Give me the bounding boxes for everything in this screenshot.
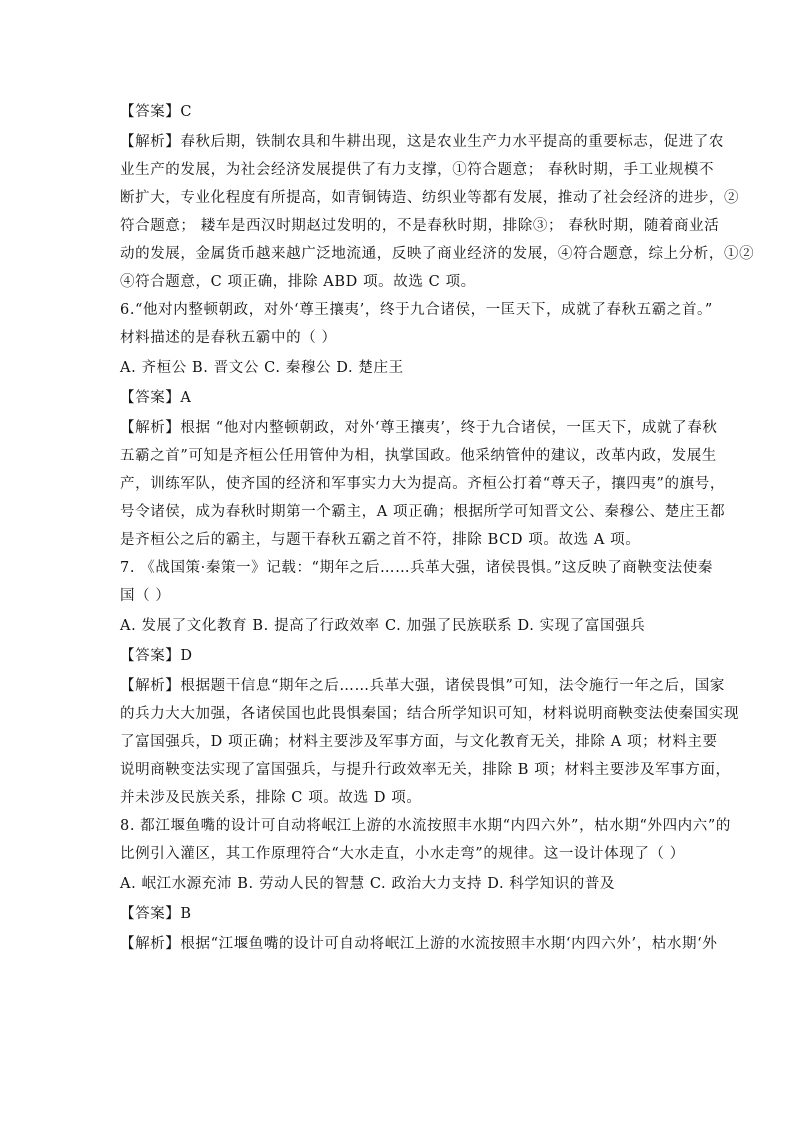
analysis-7-line-4: 说明商鞅变法实现了富国强兵，与提升行政效率无关，排除 B 项；材料主要涉及军事方面， — [120, 762, 731, 778]
analysis-6-line-5: 是齐桓公之后的霸主，与题干春秋五霸之首不符，排除 BCD 项。故选 A 项。 — [120, 532, 641, 548]
analysis-7-line-2: 的兵力大大加强，各诸侯国也此畏惧秦国；结合所学知识可知，材料说明商鞅变法使秦国实现 — [120, 706, 740, 722]
analysis-5-line-1: 【解析】春秋后期，铁制农具和牛耕出现，这是农业生产力水平提高的重要标志，促进了农 — [120, 134, 724, 150]
analysis-5-line-4: 符合题意； 耧车是西汉时期赵过发明的，不是春秋时期，排除③； 春秋时期，随着商业活 — [120, 218, 720, 234]
analysis-7-line-5: 并未涉及民族关系，排除 C 项。故选 D 项。 — [120, 790, 422, 806]
analysis-8-line-1: 【解析】根据“江堰鱼嘴的设计可自动将岷江上游的水流按照丰水期‘内四六外’，枯水期‘外 — [120, 936, 718, 952]
analysis-7-line-1: 【解析】根据题干信息“期年之后……兵革大强，诸侯畏惧”可知，法令施行一年之后，国家 — [120, 678, 725, 694]
analysis-5-line-6: ④符合题意，C 项正确，排除 ABD 项。故选 C 项。 — [120, 274, 476, 290]
analysis-5-line-2: 业生产的发展，为社会经济发展提供了有力支撑，①符合题意； 春秋时期，手工业规模不 — [120, 162, 715, 178]
analysis-5-line-5: 动的发展，金属货币越来越广泛地流通，反映了商业经济的发展，④符合题意，综上分析，①② — [120, 246, 755, 262]
answer-8: 【答案】B — [120, 906, 192, 922]
question-6-options: A. 齐桓公 B. 晋文公 C. 秦穆公 D. 楚庄王 — [120, 360, 404, 376]
analysis-6-line-2: 五霸之首”可知是齐桓公任用管仲为相，执掌国政。他采纳管仲的建议，改革内政，发展生 — [120, 448, 717, 464]
question-8-line-2: 比例引入灌区，其工作原理符合“大水走直，小水走弯”的规律。这一设计体现了（ ） — [120, 846, 685, 862]
question-8-line-1: 8. 都江堰鱼嘴的设计可自动将岷江上游的水流按照丰水期“内四六外”，枯水期“外四内六”的 — [120, 818, 731, 834]
analysis-5-line-3: 断扩大，专业化程度有所提高，如青铜铸造、纺织业等都有发展，推动了社会经济的进步，② — [120, 190, 740, 206]
answer-6: 【答案】A — [120, 390, 192, 406]
question-7-line-1: 7. 《战国策·秦策一》记载：“期年之后……兵革大强，诸侯畏惧。”这反映了商鞅变法使秦 — [120, 560, 713, 576]
answer-5: 【答案】C — [120, 104, 193, 120]
question-6-line-1: 6.“他对内整顿朝政，对外‘尊王攘夷’，终于九合诸侯，一匡天下，成就了春秋五霸之首。” — [120, 302, 713, 318]
question-6-line-2: 材料描述的是春秋五霸中的（ ） — [120, 330, 337, 346]
analysis-6-line-3: 产，训练军队，使齐国的经济和军事实力大为提高。齐桓公打着“尊天子，攘四夷”的旗号， — [120, 476, 725, 492]
analysis-6-line-1: 【解析】根据 “他对内整顿朝政，对外‘尊王攘夷’，终于九合诸侯，一匡天下，成就了春秋 — [120, 420, 718, 436]
question-7-options: A. 发展了文化教育 B. 提高了行政效率 C. 加强了民族联系 D. 实现了富国强兵 — [120, 618, 646, 634]
answer-7: 【答案】D — [120, 648, 193, 664]
analysis-6-line-4: 号令诸侯，成为春秋时期第一个霸主，A 项正确；根据所学可知晋文公、秦穆公、楚庄王都 — [120, 504, 726, 520]
question-7-line-2: 国（ ） — [120, 588, 171, 604]
question-8-options: A. 岷江水源充沛 B. 劳动人民的智慧 C. 政治大力支持 D. 科学知识的普及 — [120, 876, 616, 892]
analysis-7-line-3: 了富国强兵，D 项正确；材料主要涉及军事方面，与文化教育无关，排除 A 项；材料主要 — [120, 734, 718, 750]
